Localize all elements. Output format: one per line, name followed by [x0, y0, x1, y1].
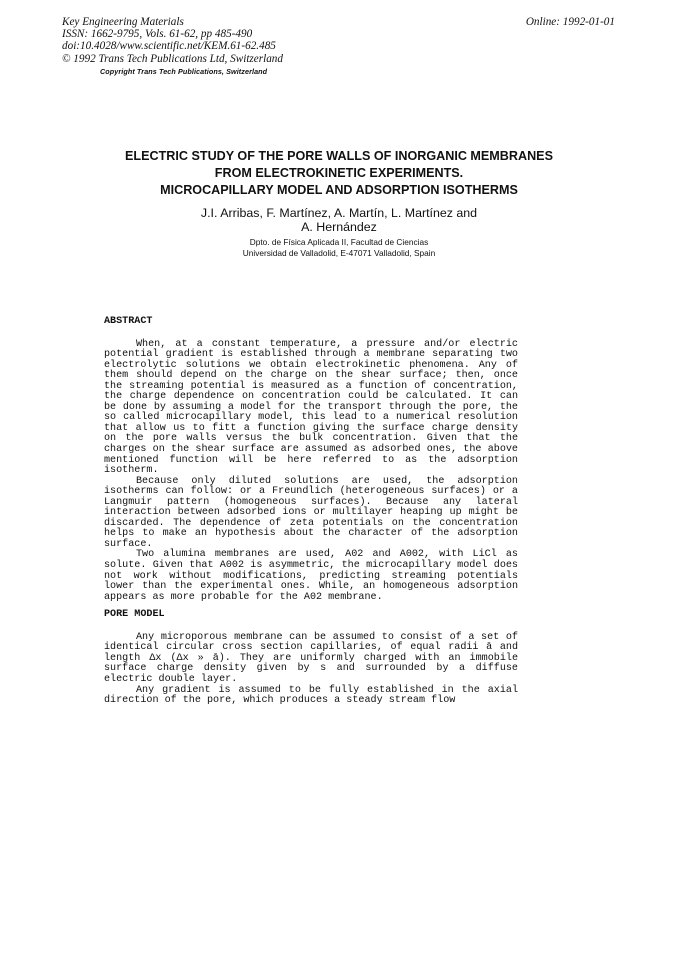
abstract-heading: ABSTRACT — [104, 316, 153, 327]
doi-line: doi:10.4028/www.scientific.net/KEM.61-62.485 — [62, 40, 276, 53]
pore-model-heading: PORE MODEL — [104, 609, 165, 621]
pore-model-paragraph-1: Any microporous membrane can be assumed to consist of a set of identical circular cross section capillaries, of equal radii ā and length Δx (Δx » ā). They are uniformly charged with an immobile surface charge density given by s and surrounded by a diffuse electric double layer. — [104, 631, 518, 685]
authors-line-2: A. Hernández — [301, 220, 377, 234]
title-line-2: FROM ELECTROKINETIC EXPERIMENTS. — [214, 166, 464, 181]
abstract-paragraph-2: Because only diluted solutions are used, the adsorption isotherms can follow: or a Freundlich (heterogeneous surfaces) or a Langmuir pattern (homogeneous surfaces). Because any lateral interaction between adsorbed ions or multilayer heaping up might be discarded. The dependence of zeta potentials on the concentration helps to make an hypothesis about the character of the adsorption surface. — [104, 475, 518, 550]
affiliation-line-2: Universidad de Valladolid, E-47071 Valladolid, Spain — [242, 248, 436, 258]
copyright-line: © 1992 Trans Tech Publications Ltd, Switzerland — [62, 52, 283, 65]
author-list — [0, 206, 678, 234]
journal-name: Key Engineering Materials — [62, 16, 184, 28]
authors-line-1: J.I. Arribas, F. Martínez, A. Martín, L. Martínez and — [200, 206, 478, 220]
abstract-paragraph-1: When, at a constant temperature, a pressure and/or electric potential gradient is established through a membrane separating two electrolytic solutions we obtain electrokinetic phenomena. Any of them should depend on the charge on the shear surface; then, once the streaming potential is measured as a function of concentration, the charge dependence on concentration could be calculated. It can be done by assuming a model for the transport through the pore, the so called microcapillary model, this lead to a numerical resolution that allow us to fitt a function giving the surface charge density on the pore walls versus the bulk concentration. Given that the charges on the shear surface are assumed as adsorbed ones, the above mentioned function will be here referred to as the adsorption isotherm. — [104, 338, 518, 477]
copyright-subline: Copyright Trans Tech Publications, Switzerland — [100, 66, 268, 76]
journal-header — [62, 16, 283, 78]
affiliation-line-1: Dpto. de Física Aplicada II, Facultad de Ciencias — [249, 237, 429, 247]
paper-body — [104, 317, 518, 707]
abstract-paragraph-3: Two alumina membranes are used, A02 and A002, with LiCl as solute. Given that A002 is asymmetric, the microcapillary model does not work without modifications, predicting streaming potentials lower than the experimental ones. While, an homogeneous adsorption appears as more probable for the A02 membrane. — [104, 549, 518, 603]
issn-line: ISSN: 1662-9795, Vols. 61-62, pp 485-490 — [62, 28, 253, 41]
title-line-3: MICROCAPILLARY MODEL AND ADSORPTION ISOTHERMS — [160, 183, 518, 198]
title-line-1: ELECTRIC STUDY OF THE PORE WALLS OF INORGANIC MEMBRANES — [125, 149, 553, 163]
online-date: Online: 1992-01-01 — [525, 16, 615, 28]
paper-title — [0, 148, 678, 200]
affiliation — [0, 237, 678, 259]
pore-model-paragraph-2: Any gradient is assumed to be fully established in the axial direction of the pore, which produces a steady stream flow — [104, 684, 518, 707]
